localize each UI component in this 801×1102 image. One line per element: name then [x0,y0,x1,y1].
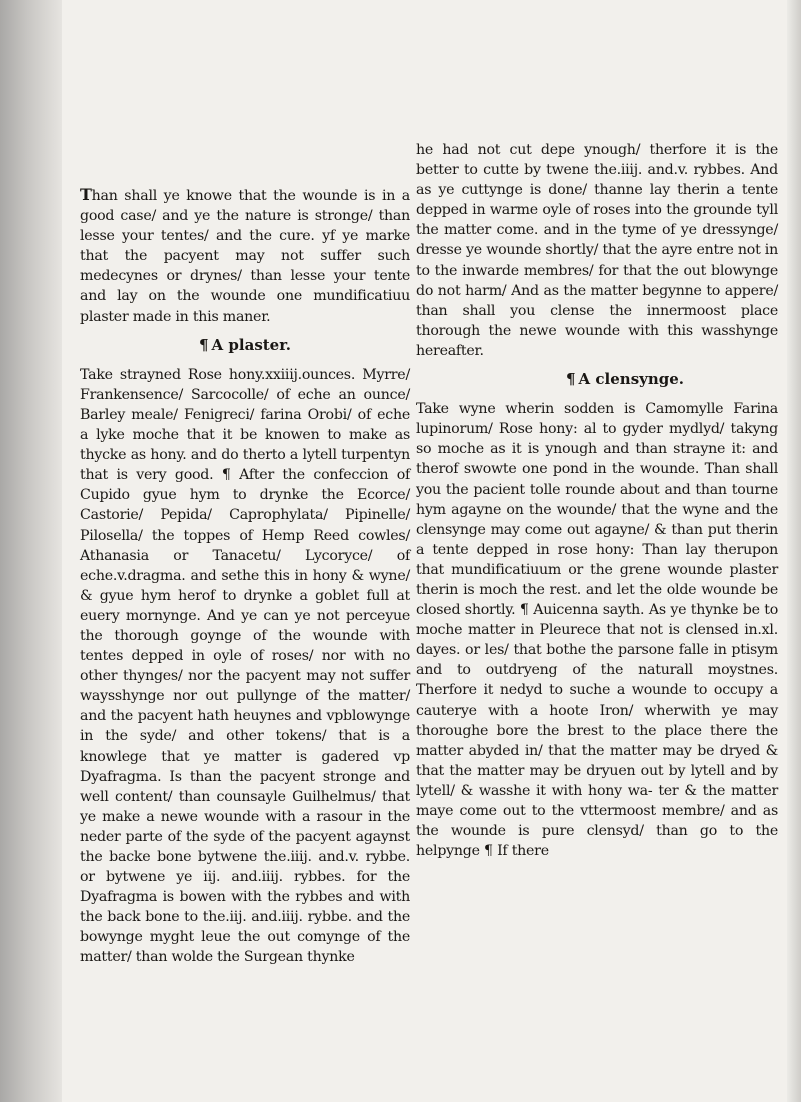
clensynge-heading [416,369,778,389]
left-paragraph-1: Than shall ye knowe that the wounde is in a good case/ and ye the nature is stronge/ than lesse your tentes/ and the cure. yf ye marke that the pacyent may not suffer such medecynes or drynes/ than lesse your tente and lay on the wounde one mundificatiuu plaster made in this maner. [80,185,410,325]
left-text-column [80,185,410,968]
right-paragraph-1: he had not cut depe ynough/ therfore it is the better to cutte by twene the.iiij. and.v. rybbes. And as ye cuttynge is done/ thanne lay therin a tente depped in warme oyle of roses into the grounde tyll the matter come. and in the tyme of ye dressynge/ dresse ye wounde shortly/ that the ayre entre not in to the inwarde membres/ for that the out blowynge do not harm/ And as the matter begynne to appere/ than shall you clense the innermoost place thorough the newe wounde with this wasshynge hereafter. [416,142,778,359]
right-paragraph-2: Take wyne wherin sodden is Camomylle Farina lupinorum/ Rose hony: al to gyder mydlyd/ takyng so moche as it is ynough and than strayne it: and therof swowte one pond in the wounde. Than shall you the pacient tolle rounde about and than tourne hym agayne on the wounde/ that the wyne and the clensynge may come out agayne/ & than put therin a tente depped in rose hony: Than lay therupon that mundificatiuum or the grene wounde plaster therin is moch the rest. and let the olde wounde be closed shortly. ¶ Auicenna sayth. As ye thynke be to moche matter in Pleurece that not is clensed in.xl. dayes. or les/ that bothe the parsone falle in ptisym and to outdryeng of the naturall moystnes. Therfore it nedyd to suche a wounde to occupy a cauterye with a hoote Iron/ wherwith ye may thoroughe bore the brest to the place there the matter abyded in/ that the matter may be dryed & that the matter may be dryuen out by lytell and by lytell/ & wasshe it with hony wa- ter & the matter maye come out to the vttermoost membre/ and as the wounde is pure clensyd/ than go to the helpynge ¶ If there [416,401,778,860]
right-text-column [416,140,778,861]
page-right-edge [787,0,801,1102]
plaster-heading [80,335,410,355]
page-gutter-shadow [0,0,62,1102]
pilcrow-mark: ¶ [199,335,209,354]
plaster-heading-text: A plaster. [211,335,291,354]
clensynge-heading-text: A clensynge. [578,370,685,389]
pilcrow-mark: ¶ [566,370,576,389]
left-paragraph-2: Take strayned Rose hony.xxiiij.ounces. Myrre/ Frankensence/ Sarcocolle/ of eche an ounce/ Barley meale/ Fenigreci/ farina Orobi/ of eche a lyke moche that it be knowen to make as thycke as hony. and do therto a lytell turpentyn that is very good. ¶ After the confeccion of Cupido gyue hym to drynke the Ecorce/ Castorie/ Pepida/ Caprophylata/ Pipinelle/ Pilosella/ the toppes of Hemp Reed cowles/ Athanasia or Tanacetu/ Lycoryce/ of eche.v.dragma. and sethe this in hony & wyne/ & gyue hym herof to drynke a goblet full at euery mornynge. And ye can ye not perceyue the thorough goynge of the wounde with tentes depped in oyle of roses/ nor with no other thynges/ nor the pacyent may not suffer waysshynge nor out pullynge of the matter/ and the pacyent hath heuynes and vpblowynge in the syde/ and other tokens/ that is a knowlege that ye matter is gadered vp Dyafragma. Is than the pacyent stronge and well content/ than counsayle Guilhelmus/ that ye make a newe wounde with a rasour in the neder parte of the syde of the pacyent agaynst the backe bone bytwene the.iiij. and.v. rybbe. or bytwene ye iij. and.iiij. rybbes. for the Dyafragma is bowen with the rybbes and with the back bone to the.iij. and.iiij. rybbe. and the bowynge myght leue the out comynge of the matter/ than wolde the Surgean thynke [80,366,410,966]
